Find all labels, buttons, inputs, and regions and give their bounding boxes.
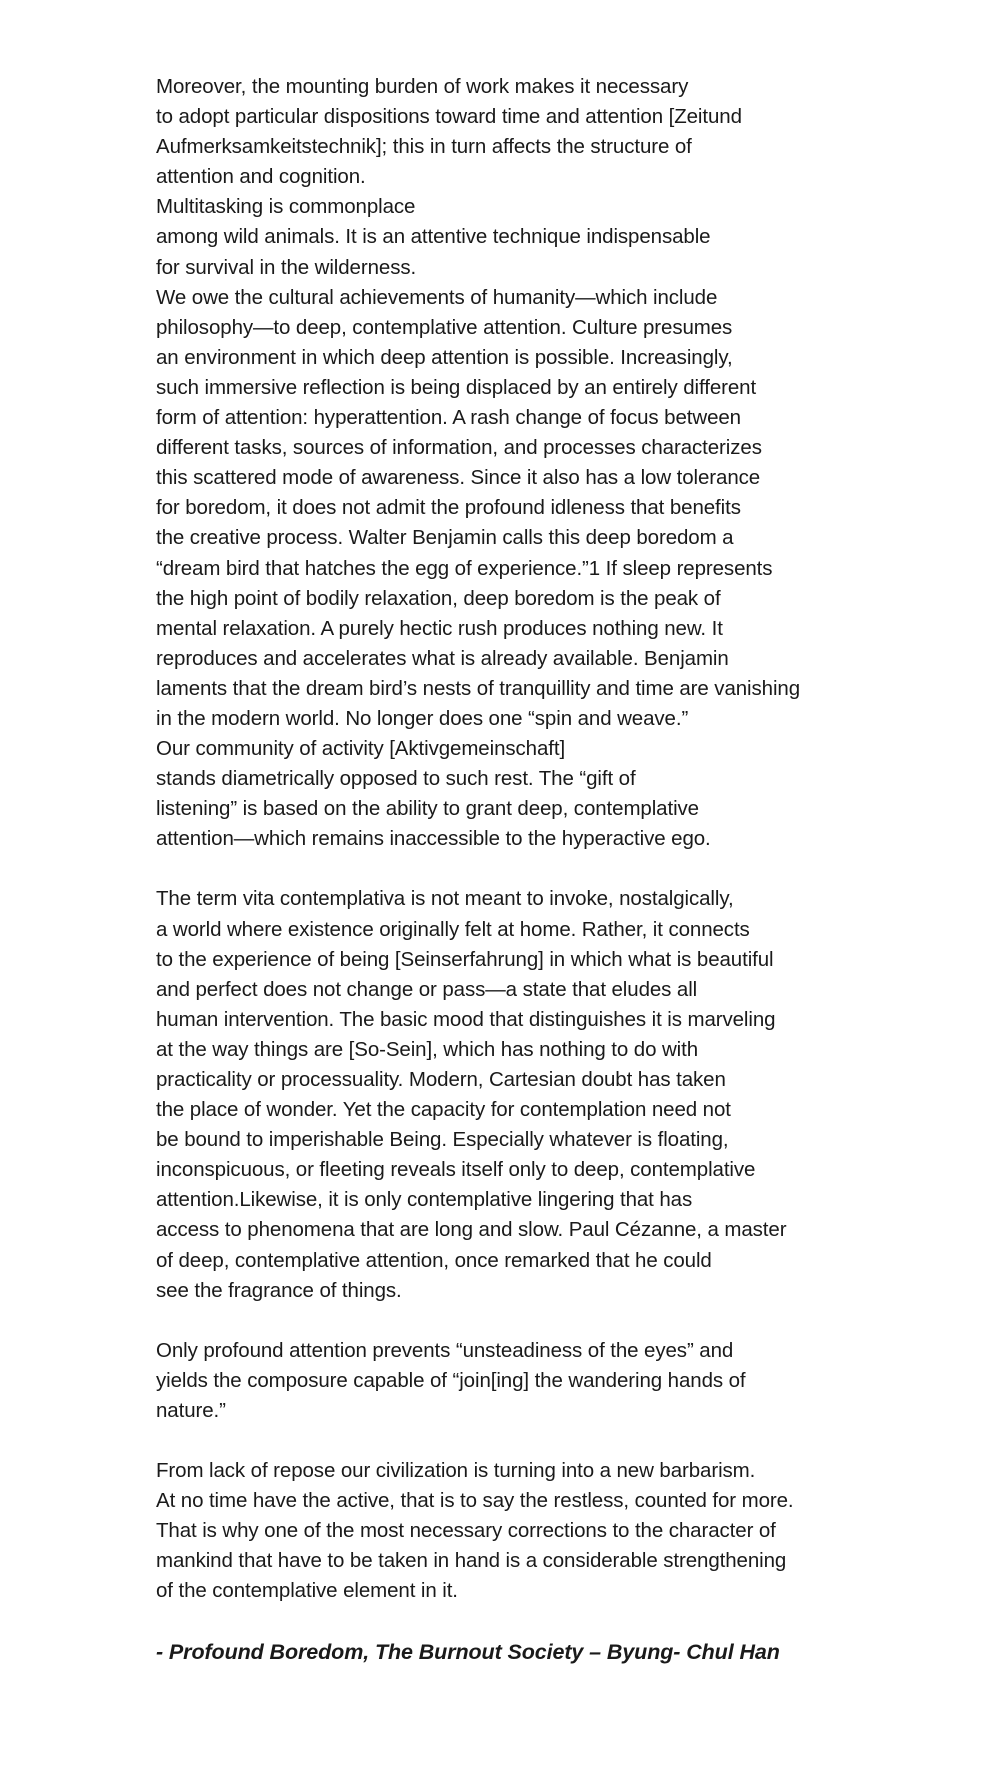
- text-line: From lack of repose our civilization is turning into a new barbarism.: [156, 1459, 756, 1483]
- text-line: listening” is based on the ability to grant deep, contemplative: [156, 797, 699, 821]
- text-line: such immersive reflection is being displaced by an entirely different: [156, 375, 757, 399]
- text-line: be bound to imperishable Being. Especially whatever is floating,: [156, 1128, 729, 1152]
- text-line: to the experience of being [Seinserfahrung] in which what is beautiful: [156, 947, 774, 971]
- text-line: an environment in which deep attention is possible. Increasingly,: [156, 345, 733, 369]
- text-line: among wild animals. It is an attentive technique indispensable: [156, 225, 711, 249]
- text-line: We owe the cultural achievements of humanity—which include: [156, 285, 718, 309]
- text-line: That is why one of the most necessary corrections to the character of: [156, 1519, 776, 1543]
- text-line: to adopt particular dispositions toward time and attention [Zeitund: [156, 105, 742, 129]
- text-line: yields the composure capable of “join[ing] the wandering hands of: [156, 1368, 746, 1392]
- text-line: practicality or processuality. Modern, Cartesian doubt has taken: [156, 1068, 726, 1091]
- text-line: and perfect does not change or pass—a state that eludes all: [156, 977, 698, 1001]
- text-line: laments that the dream bird’s nests of tranquillity and time are vanishing: [156, 676, 801, 700]
- text-line: the creative process. Walter Benjamin calls this deep boredom a: [156, 526, 734, 550]
- text-line: different tasks, sources of information, and processes characterizes: [156, 436, 762, 460]
- text-line: mankind that have to be taken in hand is a considerable strengthening: [156, 1549, 787, 1573]
- text-line: Multitasking is commonplace: [156, 195, 416, 219]
- paragraph: [156, 1456, 916, 1606]
- paragraph: [156, 72, 916, 854]
- paragraph: [156, 884, 916, 1305]
- attribution: - Profound Boredom, The Burnout Society – Byung- Chul Han: [156, 1639, 780, 1664]
- text-line: Moreover, the mounting burden of work makes it necessary: [156, 75, 689, 98]
- text-line: form of attention: hyperattention. A rash change of focus between: [156, 406, 741, 430]
- text-line: “dream bird that hatches the egg of experience.”1 If sleep represents: [156, 556, 773, 580]
- text-line: human intervention. The basic mood that distinguishes it is marveling: [156, 1007, 776, 1031]
- text-line: Aufmerksamkeitstechnik]; this in turn affects the structure of: [156, 135, 692, 159]
- text-line: inconspicuous, or fleeting reveals itself only to deep, contemplative: [156, 1158, 756, 1182]
- text-line: Our community of activity [Aktivgemeinschaft]: [156, 737, 566, 761]
- text-line: the high point of bodily relaxation, deep boredom is the peak of: [156, 586, 721, 610]
- text-line: attention.Likewise, it is only contemplative lingering that has: [156, 1188, 693, 1212]
- text-line: attention—which remains inaccessible to the hyperactive ego.: [156, 827, 711, 851]
- text-line: of the contemplative element in it.: [156, 1579, 458, 1603]
- text-line: Only profound attention prevents “unsteadiness of the eyes” and: [156, 1338, 734, 1362]
- text-line: in the modern world. No longer does one “spin and weave.”: [156, 706, 689, 730]
- text-line: attention and cognition.: [156, 165, 366, 189]
- text-line: philosophy—to deep, contemplative attention. Culture presumes: [156, 315, 733, 339]
- paragraph-container: [156, 72, 916, 1607]
- text-line: a world where existence originally felt at home. Rather, it connects: [156, 917, 750, 941]
- text-line: for survival in the wilderness.: [156, 255, 417, 279]
- text-line: for boredom, it does not admit the profound idleness that benefits: [156, 496, 741, 520]
- text-line: stands diametrically opposed to such rest. The “gift of: [156, 767, 636, 791]
- text-line: of deep, contemplative attention, once remarked that he could: [156, 1248, 712, 1272]
- quote-document: [156, 72, 916, 1667]
- text-line: the place of wonder. Yet the capacity for contemplation need not: [156, 1098, 731, 1122]
- text-line: mental relaxation. A purely hectic rush produces nothing new. It: [156, 616, 723, 640]
- text-line: At no time have the active, that is to say the restless, counted for more.: [156, 1489, 794, 1513]
- text-line: at the way things are [So-Sein], which has nothing to do with: [156, 1037, 699, 1061]
- text-line: reproduces and accelerates what is already available. Benjamin: [156, 646, 729, 670]
- paragraph: [156, 1336, 916, 1426]
- text-line: The term vita contemplativa is not meant to invoke, nostalgically,: [156, 887, 734, 911]
- text-line: nature.”: [156, 1398, 226, 1422]
- text-line: this scattered mode of awareness. Since it also has a low tolerance: [156, 466, 761, 490]
- text-line: see the fragrance of things.: [156, 1278, 402, 1302]
- text-line: access to phenomena that are long and slow. Paul Cézanne, a master: [156, 1218, 787, 1242]
